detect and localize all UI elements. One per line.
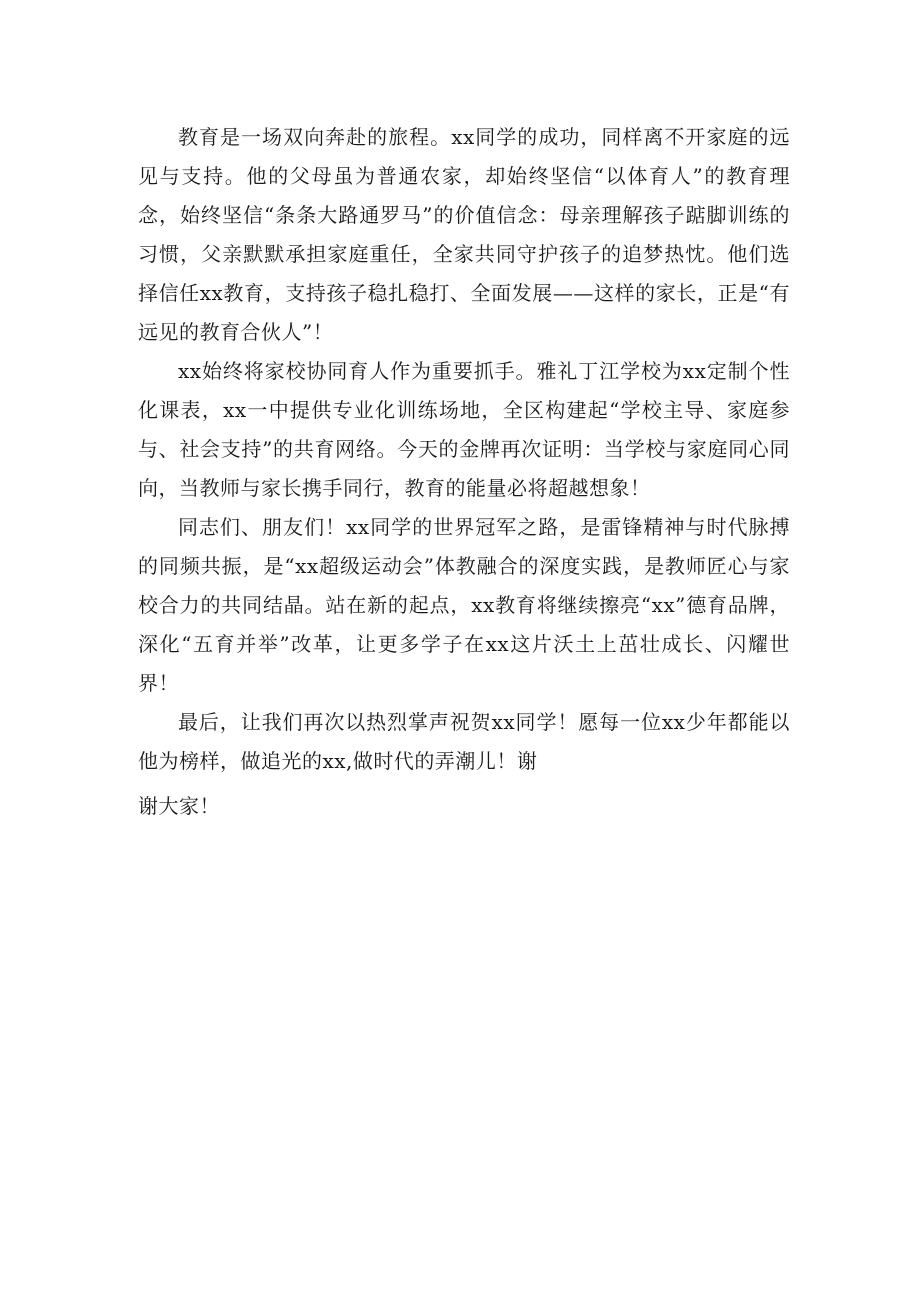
document-body <box>138 118 790 826</box>
paragraph-final-congratulations: 最后，让我们再次以热烈掌声祝贺xx同学！愿每一位xx少年都能以他为榜样，做追光的xx,做时代的弄潮儿！谢 <box>138 710 790 773</box>
paragraph-family-support: 教育是一场双向奔赴的旅程。xx同学的成功，同样离不开家庭的远见与支持。他的父母虽为普通农家，却始终坚信“以体育人”的教育理念，始终坚信“条条大路通罗马”的价值信念：母亲理解孩子踮脚训练的习惯，父亲默默承担家庭重任，全家共同守护孩子的追梦热忱。他们选择信任xx教育，支持孩子稳扎稳打、全面发展——这样的家长，正是“有远见的教育合伙人”！ <box>138 125 790 344</box>
paragraph-home-school-cooperation: xx始终将家校协同育人作为重要抓手。雅礼丁江学校为xx定制个性化课表，xx一中提供专业化训练场地，全区构建起“学校主导、家庭参与、社会支持”的共育网络。今天的金牌再次证明：当学校与家庭同心同向，当教师与家长携手同行，教育的能量必将超越想象！ <box>138 359 790 500</box>
paragraph-champion-road: 同志们、朋友们！xx同学的世界冠军之路，是雷锋精神与时代脉搏的同频共振，是“xx超级运动会”体教融合的深度实践，是教师匠心与家校合力的共同结晶。站在新的起点，xx教育将继续擦亮“xx”德育品牌，深化“五育并举”改革，让更多学子在xx这片沃土上茁壮成长、闪耀世界！ <box>138 515 790 695</box>
closing-thanks: 谢大家！ <box>138 794 220 818</box>
